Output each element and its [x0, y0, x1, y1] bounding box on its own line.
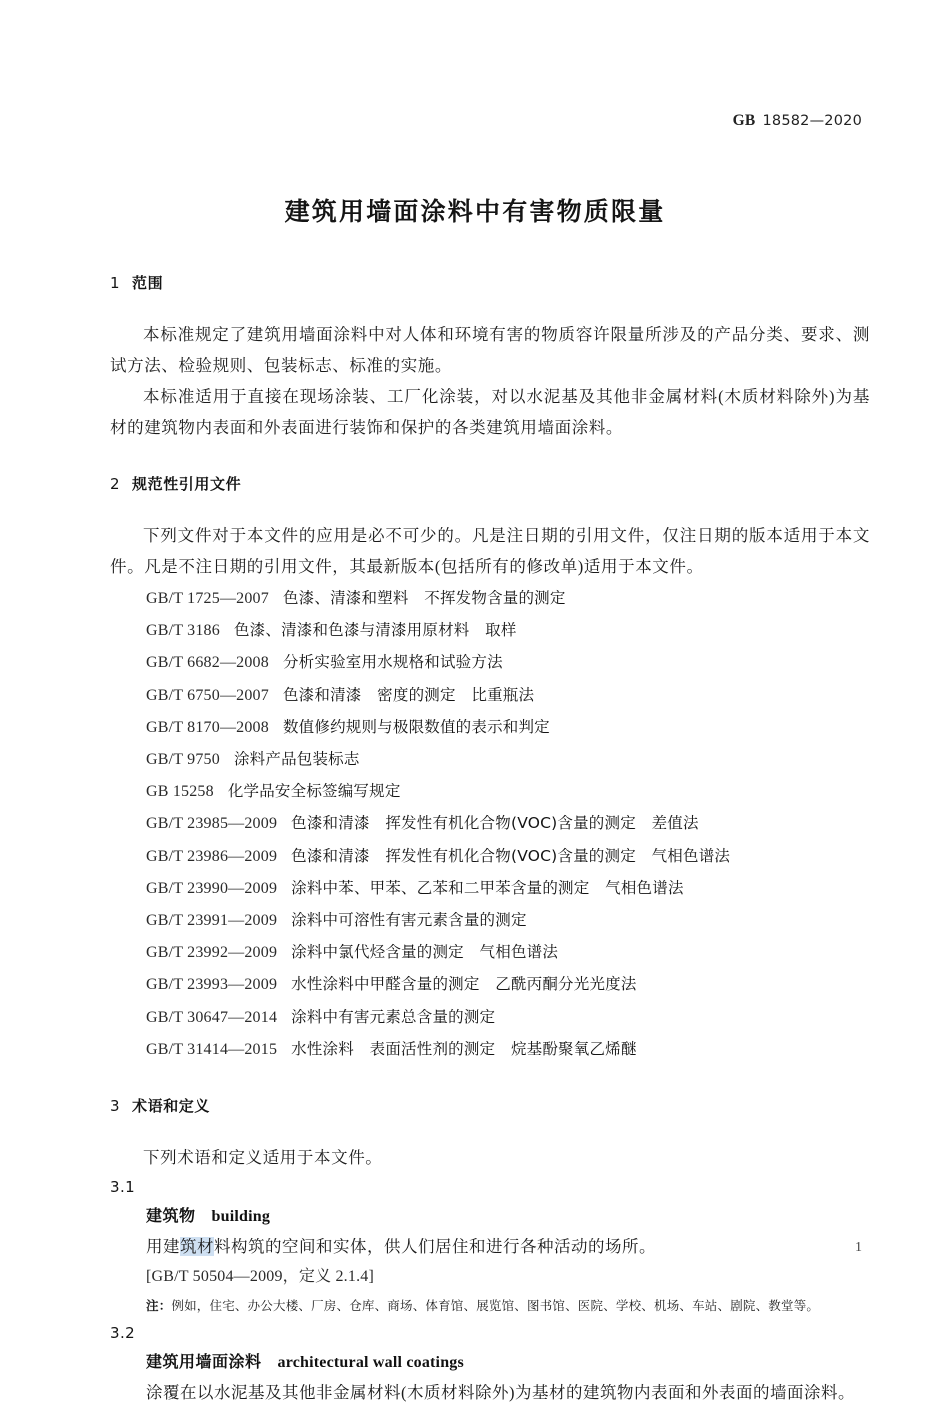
list-item	[110, 1033, 870, 1065]
term-entry-building	[110, 1201, 870, 1319]
reference-code: GB/T 31414—2015	[146, 1040, 278, 1058]
running-header	[733, 112, 862, 130]
clause-heading-normative-references	[110, 473, 870, 494]
reference-title: 涂料中可溶性有害元素含量的测定	[291, 911, 527, 930]
list-item	[110, 646, 870, 678]
text-selection-highlight[interactable]: 筑材	[180, 1237, 214, 1257]
reference-code: GB/T 3186	[146, 622, 220, 640]
page-title: 建筑用墙面涂料中有害物质限量	[284, 197, 666, 226]
standard-prefix: GB	[732, 112, 756, 129]
term-name-cn: 建筑物	[146, 1206, 196, 1226]
reference-title: 色漆和清漆 密度的测定 比重瓶法	[282, 685, 535, 704]
term-definition-building	[146, 1232, 870, 1262]
definition-text-pre: 用建	[146, 1237, 180, 1257]
list-item	[110, 679, 870, 711]
reference-title: 水性涂料中甲醛含量的测定 乙酰丙酮分光光度法	[291, 975, 637, 994]
reference-code: GB/T 23991—2009	[146, 912, 278, 930]
clause-heading-scope	[110, 272, 870, 293]
note-text: 例如，住宅、办公大楼、厂房、仓库、商场、体育馆、展览馆、图书馆、医院、学校、机场、车站、剧院、教堂等。	[171, 1298, 820, 1314]
list-item	[110, 582, 870, 614]
reference-code: GB/T 1725—2007	[146, 590, 269, 607]
reference-title: 数值修约规则与极限数值的表示和判定	[282, 717, 550, 736]
reference-code: GB/T 23986—2009	[146, 847, 278, 865]
reference-code: GB/T 23985—2009	[146, 815, 278, 833]
reference-title: 化学品安全标签编写规定	[227, 782, 401, 801]
term-name-en: building	[211, 1208, 271, 1226]
reference-code: GB/T 6750—2007	[146, 686, 269, 704]
clause-number-2: 2	[110, 475, 121, 493]
reference-title: 涂料中有害元素总含量的测定	[291, 1007, 496, 1026]
term-name-en: architectural wall coatings	[277, 1354, 464, 1372]
clause-heading-terms	[110, 1095, 870, 1116]
reference-code: GB/T 23993—2009	[146, 976, 278, 994]
clause-number-3: 3	[110, 1097, 121, 1116]
reference-title: 色漆、清漆和塑料 不挥发物含量的测定	[282, 589, 566, 607]
clause-title-1: 范围	[132, 274, 164, 292]
reference-code: GB/T 23992—2009	[146, 944, 278, 962]
list-item	[110, 614, 870, 646]
reference-code: GB/T 30647—2014	[146, 1008, 278, 1026]
scope-paragraph-2: 本标准适用于直接在现场涂装、工厂化涂装，对以水泥基及其他非金属材料(木质材料除外)为基材的建筑物内表面和外表面进行装饰和保护的各类建筑用墙面涂料。	[110, 387, 870, 437]
reference-code: GB/T 8170—2008	[146, 718, 269, 736]
term-name-building	[146, 1201, 870, 1232]
list-item	[110, 904, 870, 936]
reference-code: GB/T 9750	[146, 751, 220, 769]
terms-intro: 下列术语和定义适用于本文件。	[143, 1148, 383, 1168]
scope-paragraph-1: 本标准规定了建筑用墙面涂料中对人体和环境有害的物质容许限量所涉及的产品分类、要求、测试方法、检验规则、包装标志、标准的实施。	[110, 325, 870, 375]
list-item	[110, 840, 870, 872]
term-name-architectural-wall-coatings	[146, 1347, 870, 1378]
list-item	[110, 743, 870, 775]
reference-title: 涂料中苯、甲苯、乙苯和二甲苯含量的测定 气相色谱法	[291, 878, 684, 897]
reference-code: GB/T 6682—2008	[146, 654, 269, 672]
list-item	[110, 968, 870, 1000]
clause-title-2: 规范性引用文件	[132, 475, 242, 493]
standard-number: 18582—2020	[762, 113, 862, 129]
reference-title: 色漆和清漆 挥发性有机化合物(VOC)含量的测定 气相色谱法	[291, 846, 731, 865]
reference-code: GB/T 23990—2009	[146, 879, 278, 897]
list-item	[110, 775, 870, 807]
definition-text-post: 料构筑的空间和实体，供人们居住和进行各种活动的场所。	[214, 1237, 656, 1257]
document-body	[110, 272, 870, 1408]
reference-title: 涂料中氯代烃含量的测定 气相色谱法	[291, 943, 559, 962]
term-definition-architectural-wall-coatings: 涂覆在以水泥基及其他非金属材料(木质材料除外)为基材的建筑物内表面和外表面的墙面涂料。	[146, 1383, 855, 1403]
list-item	[110, 936, 870, 968]
list-item	[110, 807, 870, 839]
normative-reference-list	[110, 582, 870, 1065]
reference-code: GB 15258	[146, 783, 214, 801]
term-number-3-2: 3.2	[110, 1324, 136, 1343]
term-number-3-1: 3.1	[110, 1178, 136, 1197]
clause-title-3: 术语和定义	[132, 1097, 211, 1116]
term-source-reference: [GB/T 50504—2009，定义 2.1.4]	[146, 1268, 375, 1286]
reference-title: 色漆、清漆和色漆与清漆用原材料 取样	[233, 621, 517, 640]
term-note-building	[146, 1292, 870, 1319]
normative-references-intro: 下列文件对于本文件的应用是必不可少的。凡是注日期的引用文件，仅注日期的版本适用于本文件。凡是不注日期的引用文件，其最新版本(包括所有的修改单)适用于本文件。	[110, 526, 870, 576]
list-item	[110, 711, 870, 743]
clause-number-1: 1	[110, 274, 121, 292]
page-number: 1	[855, 1240, 862, 1255]
list-item	[110, 872, 870, 904]
note-label: 注：	[146, 1298, 172, 1314]
term-entry-architectural-wall-coatings	[110, 1347, 870, 1408]
reference-title: 水性涂料 表面活性剂的测定 烷基酚聚氧乙烯醚	[291, 1039, 637, 1058]
term-name-cn: 建筑用墙面涂料	[146, 1352, 262, 1372]
reference-title: 色漆和清漆 挥发性有机化合物(VOC)含量的测定 差值法	[291, 814, 699, 833]
reference-title: 分析实验室用水规格和试验方法	[282, 653, 503, 672]
reference-title: 涂料产品包装标志	[233, 750, 360, 769]
list-item	[110, 1001, 870, 1033]
